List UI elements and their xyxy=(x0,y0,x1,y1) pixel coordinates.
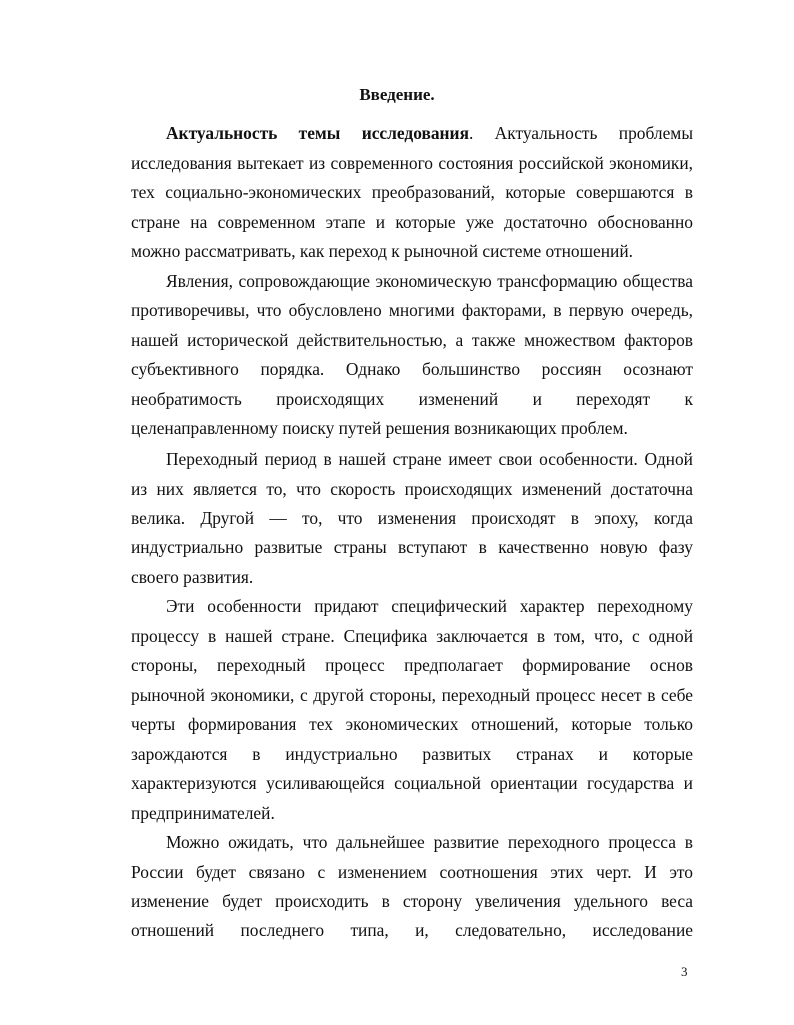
text-line: рыночной экономики, с другой стороны, переходный процесс несет в себе xyxy=(131,685,693,705)
text-line xyxy=(166,121,693,145)
text-line: исследования вытекает из современного состояния российской экономики, xyxy=(131,153,693,173)
text-line: стороны, переходный процесс предполагает формирование основ xyxy=(131,655,693,675)
text-line: индустриально развитые страны вступают в качественно новую фазу xyxy=(131,537,693,557)
text-line: нашей исторической действительностью, а также множеством факторов xyxy=(131,330,693,350)
page-title: Введение. xyxy=(359,85,435,104)
text-line: предпринимателей. xyxy=(131,803,275,823)
text-line: зарождаются в индустриально развитых странах и которые xyxy=(131,744,693,764)
text-line: процессу в нашей стране. Специфика заключается в том, что, с одной xyxy=(131,626,693,646)
text-line: Можно ожидать, что дальнейшее развитие переходного процесса в xyxy=(166,832,693,852)
text-line: целенаправленному поиску путей решения возникающих проблем. xyxy=(131,418,628,438)
text-line: отношений последнего типа, и, следовательно, исследование xyxy=(131,920,693,940)
text-line: Переходный период в нашей стране имеет свои особенности. Одной xyxy=(166,449,693,469)
text-line: своего развития. xyxy=(131,567,254,587)
text-line: велика. Другой — то, что изменения происходят в эпоху, когда xyxy=(131,508,693,528)
text-line: можно рассматривать, как переход к рыночной системе отношений. xyxy=(131,241,633,261)
text-line: России будет связано с изменением соотношения этих черт. И это xyxy=(131,862,693,882)
text-line: изменение будет происходить в сторону увеличения удельного веса xyxy=(131,891,693,911)
text-line: противоречивы, что обусловлено многими факторами, в первую очередь, xyxy=(131,300,693,320)
text-line: Эти особенности придают специфический характер переходному xyxy=(166,596,693,616)
text-line: черты формирования тех экономических отношений, которые только xyxy=(131,714,693,734)
text-line: тех социально-экономических преобразований, которые совершаются в xyxy=(131,182,693,202)
text-line: стране на современном этапе и которые уже достаточно обоснованно xyxy=(131,212,693,232)
text-line-content: . Актуальность проблемы xyxy=(469,123,693,143)
topic-relevance-heading: Актуальность темы исследования xyxy=(166,123,469,143)
text-line: характеризуются усиливающейся социальной ориентации государства и xyxy=(131,773,693,793)
text-line: субъективного порядка. Однако большинство россиян осознают xyxy=(131,359,693,379)
page-number: 3 xyxy=(681,964,688,979)
text-line: Явления, сопровождающие экономическую трансформацию общества xyxy=(166,271,693,291)
text-line: необратимость происходящих изменений и переходят к xyxy=(131,389,693,409)
text-line: из них является то, что скорость происходящих изменений достаточна xyxy=(131,479,693,499)
